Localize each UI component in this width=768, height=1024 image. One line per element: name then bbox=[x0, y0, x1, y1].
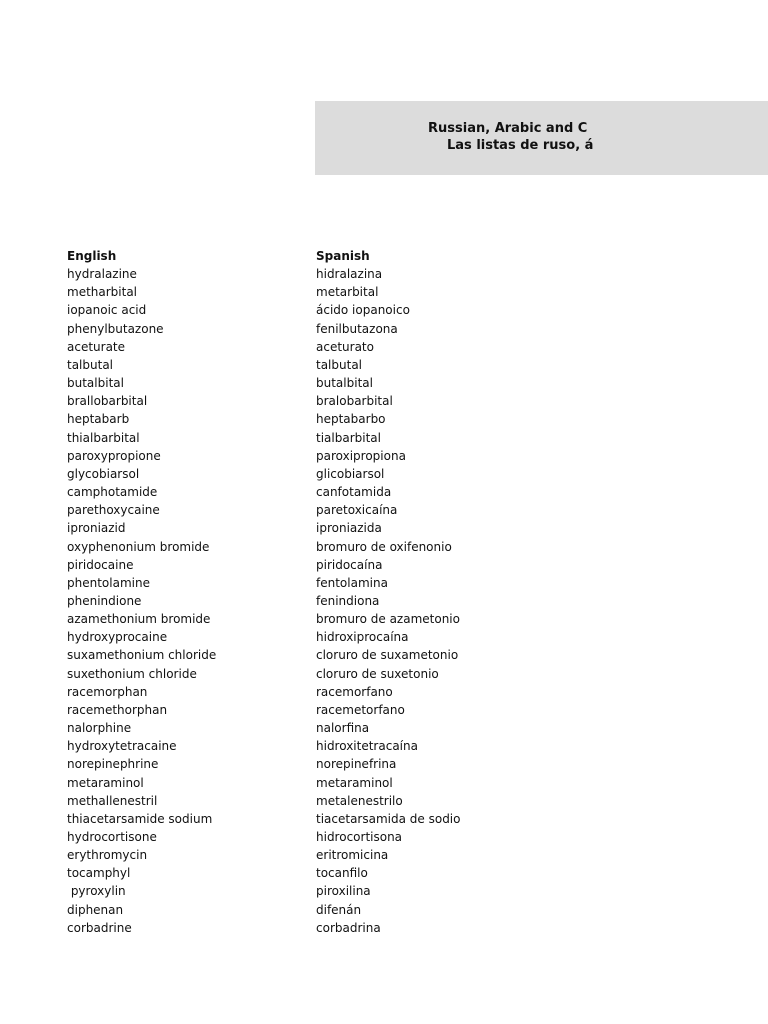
spanish-term: metaraminol bbox=[316, 775, 393, 790]
english-column-header: English bbox=[67, 249, 117, 263]
english-term: butalbital bbox=[67, 376, 124, 391]
spanish-term: metalenestrilo bbox=[316, 793, 403, 808]
english-term: pyroxylin bbox=[67, 884, 126, 899]
english-term: parethoxycaine bbox=[67, 503, 160, 518]
english-term: metharbital bbox=[67, 285, 138, 300]
spanish-term: piridocaína bbox=[316, 557, 383, 572]
english-term: norepinephrine bbox=[67, 757, 159, 772]
english-term: iopanoic acid bbox=[67, 303, 147, 318]
english-term: hydrocortisone bbox=[67, 830, 157, 844]
english-term: paroxypropione bbox=[67, 448, 161, 463]
english-term: tocamphyl bbox=[67, 866, 131, 881]
english-term: iproniazid bbox=[67, 521, 126, 536]
spanish-term: ácido iopanoico bbox=[316, 303, 410, 318]
spanish-term: corbadrina bbox=[316, 920, 381, 935]
english-term: corbadrine bbox=[67, 920, 132, 935]
spanish-term: iproniazida bbox=[316, 521, 382, 536]
spanish-term: fenilbutazona bbox=[316, 321, 398, 336]
english-term: erythromycin bbox=[67, 848, 148, 863]
english-term: aceturate bbox=[67, 339, 126, 354]
english-term: racemorphan bbox=[67, 684, 148, 699]
banner-title-spanish: Las listas de ruso, á bbox=[447, 138, 594, 153]
english-term: brallobarbital bbox=[67, 394, 148, 409]
spanish-term: aceturato bbox=[316, 339, 374, 354]
spanish-term: tiacetarsamida de sodio bbox=[316, 811, 461, 826]
spanish-term: tialbarbital bbox=[316, 430, 381, 445]
spanish-term: paroxipropiona bbox=[316, 448, 406, 463]
english-term: hydroxyprocaine bbox=[67, 630, 168, 645]
english-term: suxethonium chloride bbox=[67, 666, 197, 681]
english-term: thialbarbital bbox=[67, 430, 140, 445]
spanish-term: hidrocortisona bbox=[316, 830, 403, 844]
english-term: oxyphenonium bromide bbox=[67, 539, 210, 554]
english-term: hydroxytetracaine bbox=[67, 739, 177, 754]
spanish-term: hidralazina bbox=[316, 267, 383, 282]
english-column bbox=[67, 247, 216, 937]
spanish-term: fenindiona bbox=[316, 593, 380, 608]
banner-title-english: Russian, Arabic and C bbox=[428, 121, 588, 136]
spanish-term: butalbital bbox=[316, 376, 373, 391]
english-term: thiacetarsamide sodium bbox=[67, 811, 213, 826]
spanish-term: paretoxicaína bbox=[316, 503, 398, 518]
spanish-term: eritromicina bbox=[316, 848, 389, 863]
spanish-term: fentolamina bbox=[316, 575, 388, 590]
english-term: suxamethonium chloride bbox=[67, 648, 217, 663]
spanish-term: piroxilina bbox=[316, 884, 371, 899]
english-term: hydralazine bbox=[67, 267, 137, 282]
english-term: glycobiarsol bbox=[67, 466, 140, 481]
spanish-term: norepinefrina bbox=[316, 757, 397, 772]
spanish-term: canfotamida bbox=[316, 485, 392, 500]
english-term: talbutal bbox=[67, 357, 114, 372]
english-term: heptabarb bbox=[67, 412, 130, 427]
spanish-term: metarbital bbox=[316, 285, 379, 300]
spanish-term: bromuro de oxifenonio bbox=[316, 539, 452, 554]
english-term: methallenestril bbox=[67, 793, 158, 808]
spanish-term: nalorfina bbox=[316, 721, 370, 736]
title-banner bbox=[315, 101, 768, 175]
spanish-term: cloruro de suxetonio bbox=[316, 666, 439, 681]
spanish-term: hidroxiprocaína bbox=[316, 630, 409, 645]
english-term: nalorphine bbox=[67, 721, 132, 736]
spanish-term: racemetorfano bbox=[316, 702, 405, 717]
spanish-term: difenán bbox=[316, 902, 362, 917]
english-term: phenindione bbox=[67, 593, 142, 608]
spanish-term: hidroxitetracaína bbox=[316, 739, 418, 754]
english-term: racemethorphan bbox=[67, 702, 168, 717]
spanish-term: bralobarbital bbox=[316, 394, 393, 409]
spanish-column bbox=[316, 247, 460, 937]
english-term: azamethonium bromide bbox=[67, 612, 211, 627]
spanish-term: racemorfano bbox=[316, 684, 393, 699]
spanish-term: heptabarbo bbox=[316, 412, 386, 427]
english-term: diphenan bbox=[67, 902, 124, 917]
spanish-term: bromuro de azametonio bbox=[316, 612, 460, 627]
english-term: piridocaine bbox=[67, 557, 134, 572]
spanish-term: cloruro de suxametonio bbox=[316, 648, 459, 663]
english-term: phenylbutazone bbox=[67, 321, 164, 336]
english-term: phentolamine bbox=[67, 575, 150, 590]
spanish-term: tocanfilo bbox=[316, 866, 368, 881]
spanish-column-header: Spanish bbox=[316, 249, 370, 263]
english-term: camphotamide bbox=[67, 485, 158, 500]
spanish-term: talbutal bbox=[316, 357, 363, 372]
english-term: metaraminol bbox=[67, 775, 144, 790]
spanish-term: glicobiarsol bbox=[316, 466, 385, 481]
